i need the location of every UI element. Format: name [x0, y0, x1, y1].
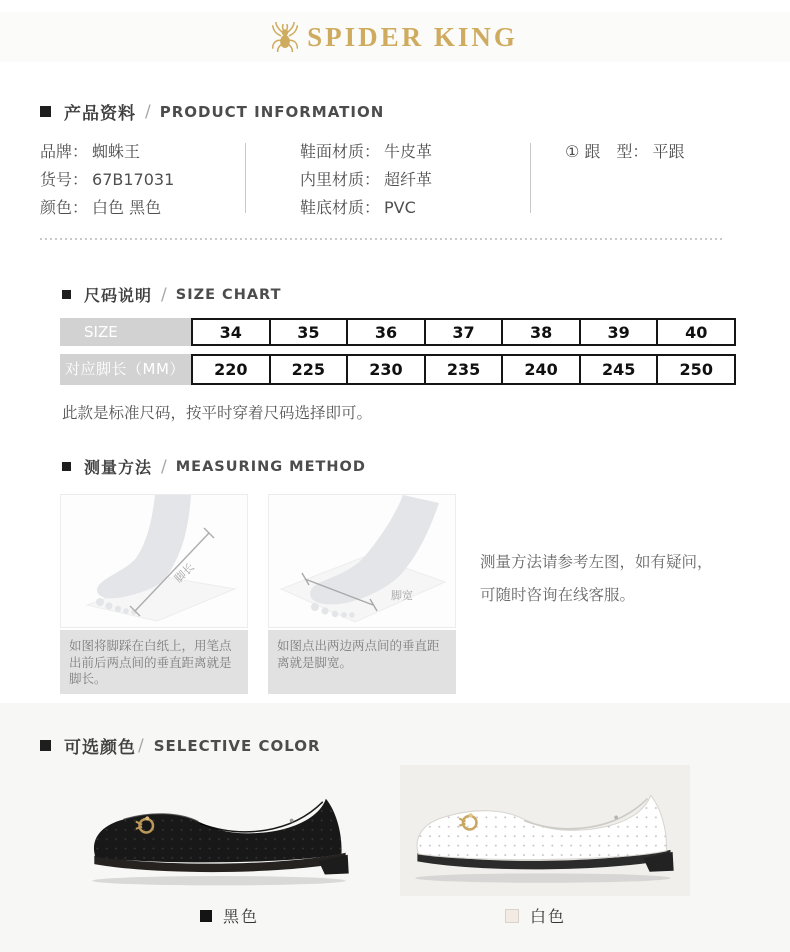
color-option-label: 黑色	[223, 907, 260, 926]
spider-icon	[272, 22, 298, 52]
info-label: 货号：	[40, 170, 89, 189]
foot-length-cell: 235	[424, 354, 504, 385]
section-selective-color	[40, 733, 321, 758]
white-swatch-icon	[505, 909, 519, 923]
info-label: 内里材质：	[300, 170, 381, 189]
foot-length-figure	[60, 494, 248, 694]
info-row-upper-material	[300, 139, 432, 159]
foot-width-label: 脚宽	[391, 589, 413, 602]
info-row-brand	[40, 139, 174, 159]
section-title-en: SELECTIVE COLOR	[153, 736, 321, 755]
side-note-line2: 可随时咨询在线客服。	[480, 586, 636, 604]
slash-separator: /	[145, 101, 151, 122]
square-bullet-icon	[62, 290, 71, 299]
section-title-zh: 产品资料	[64, 104, 136, 124]
foot-length-cell: 245	[579, 354, 659, 385]
foot-length-cell: 230	[346, 354, 426, 385]
section-title-en: SIZE CHART	[175, 286, 282, 303]
info-value: 白色 黑色	[92, 198, 162, 217]
section-measuring-method	[62, 455, 366, 478]
white-shoe-image	[409, 774, 681, 888]
info-row-heel-type	[565, 139, 684, 159]
section-title-zh: 可选颜色	[64, 738, 136, 758]
size-cell: 39	[579, 318, 659, 346]
slash-separator: /	[161, 456, 167, 477]
color-option-black	[200, 904, 259, 927]
info-value: 牛皮革	[384, 142, 433, 161]
foot-length-cell: 240	[501, 354, 581, 385]
section-size-chart	[62, 283, 281, 306]
info-value: 超纤革	[384, 170, 433, 189]
section-product-information	[40, 99, 384, 124]
foot-length-image	[60, 494, 248, 628]
size-note: 此款是标准尺码，按平时穿着尺码选择即可。	[62, 404, 373, 422]
slash-separator: /	[161, 284, 167, 305]
info-value: PVC	[384, 198, 416, 217]
size-cell: 35	[269, 318, 349, 346]
size-row	[60, 318, 736, 346]
square-bullet-icon	[40, 740, 51, 751]
info-value: 蜘蛛王	[92, 142, 141, 161]
info-label: 鞋底材质：	[300, 198, 381, 217]
info-label: 品牌：	[40, 142, 89, 161]
foot-length-label: 脚长	[172, 560, 197, 586]
foot-length-row	[60, 354, 736, 385]
vertical-divider	[530, 143, 531, 213]
vertical-divider	[245, 143, 246, 213]
info-row-item-number	[40, 167, 174, 187]
foot-length-cell: 225	[269, 354, 349, 385]
color-option-label: 白色	[530, 907, 567, 926]
section-title-en: PRODUCT INFORMATION	[159, 102, 385, 121]
info-label: ① 跟 型：	[565, 142, 649, 161]
size-cell: 37	[424, 318, 504, 346]
side-note-line1: 测量方法请参考左图，如有疑问，	[480, 553, 713, 571]
foot-width-caption: 如图点出两边两点间的垂直距离就是脚宽。	[268, 630, 456, 694]
foot-width-figure	[268, 494, 456, 694]
size-cell: 38	[501, 318, 581, 346]
info-row-lining-material	[300, 167, 432, 187]
color-option-white	[505, 904, 566, 927]
product-info-column-1	[40, 139, 174, 223]
slash-separator: /	[138, 735, 144, 756]
product-info-column-2	[300, 139, 432, 223]
foot-width-image	[268, 494, 456, 628]
section-title-zh: 尺码说明	[84, 286, 153, 305]
size-cell: 40	[656, 318, 736, 346]
square-bullet-icon	[40, 106, 51, 117]
brand-logo-text: SPIDER KING	[307, 21, 518, 52]
info-value: 67B17031	[92, 170, 175, 189]
info-row-sole-material	[300, 195, 432, 215]
section-title-en: MEASURING METHOD	[175, 458, 366, 475]
info-row-color	[40, 195, 174, 215]
black-swatch-icon	[200, 910, 212, 922]
foot-length-row-header: 对应脚长（MM）	[60, 354, 193, 385]
product-info-column-3	[565, 139, 684, 167]
dotted-divider	[40, 238, 722, 240]
brand-header	[0, 12, 790, 62]
info-value: 平跟	[652, 142, 685, 161]
measuring-side-note	[480, 546, 713, 612]
foot-length-caption: 如图将脚踩在白纸上，用笔点出前后两点间的垂直距离就是脚长。	[60, 630, 248, 694]
foot-length-cell: 250	[656, 354, 736, 385]
size-chart-table	[60, 318, 736, 393]
black-shoe-image	[86, 781, 356, 887]
size-cell: 34	[191, 318, 271, 346]
square-bullet-icon	[62, 462, 71, 471]
size-row-header: SIZE	[60, 318, 193, 346]
size-cell: 36	[346, 318, 426, 346]
info-label: 颜色：	[40, 198, 89, 217]
foot-length-cell: 220	[191, 354, 271, 385]
section-title-zh: 测量方法	[84, 458, 153, 477]
info-label: 鞋面材质：	[300, 142, 381, 161]
